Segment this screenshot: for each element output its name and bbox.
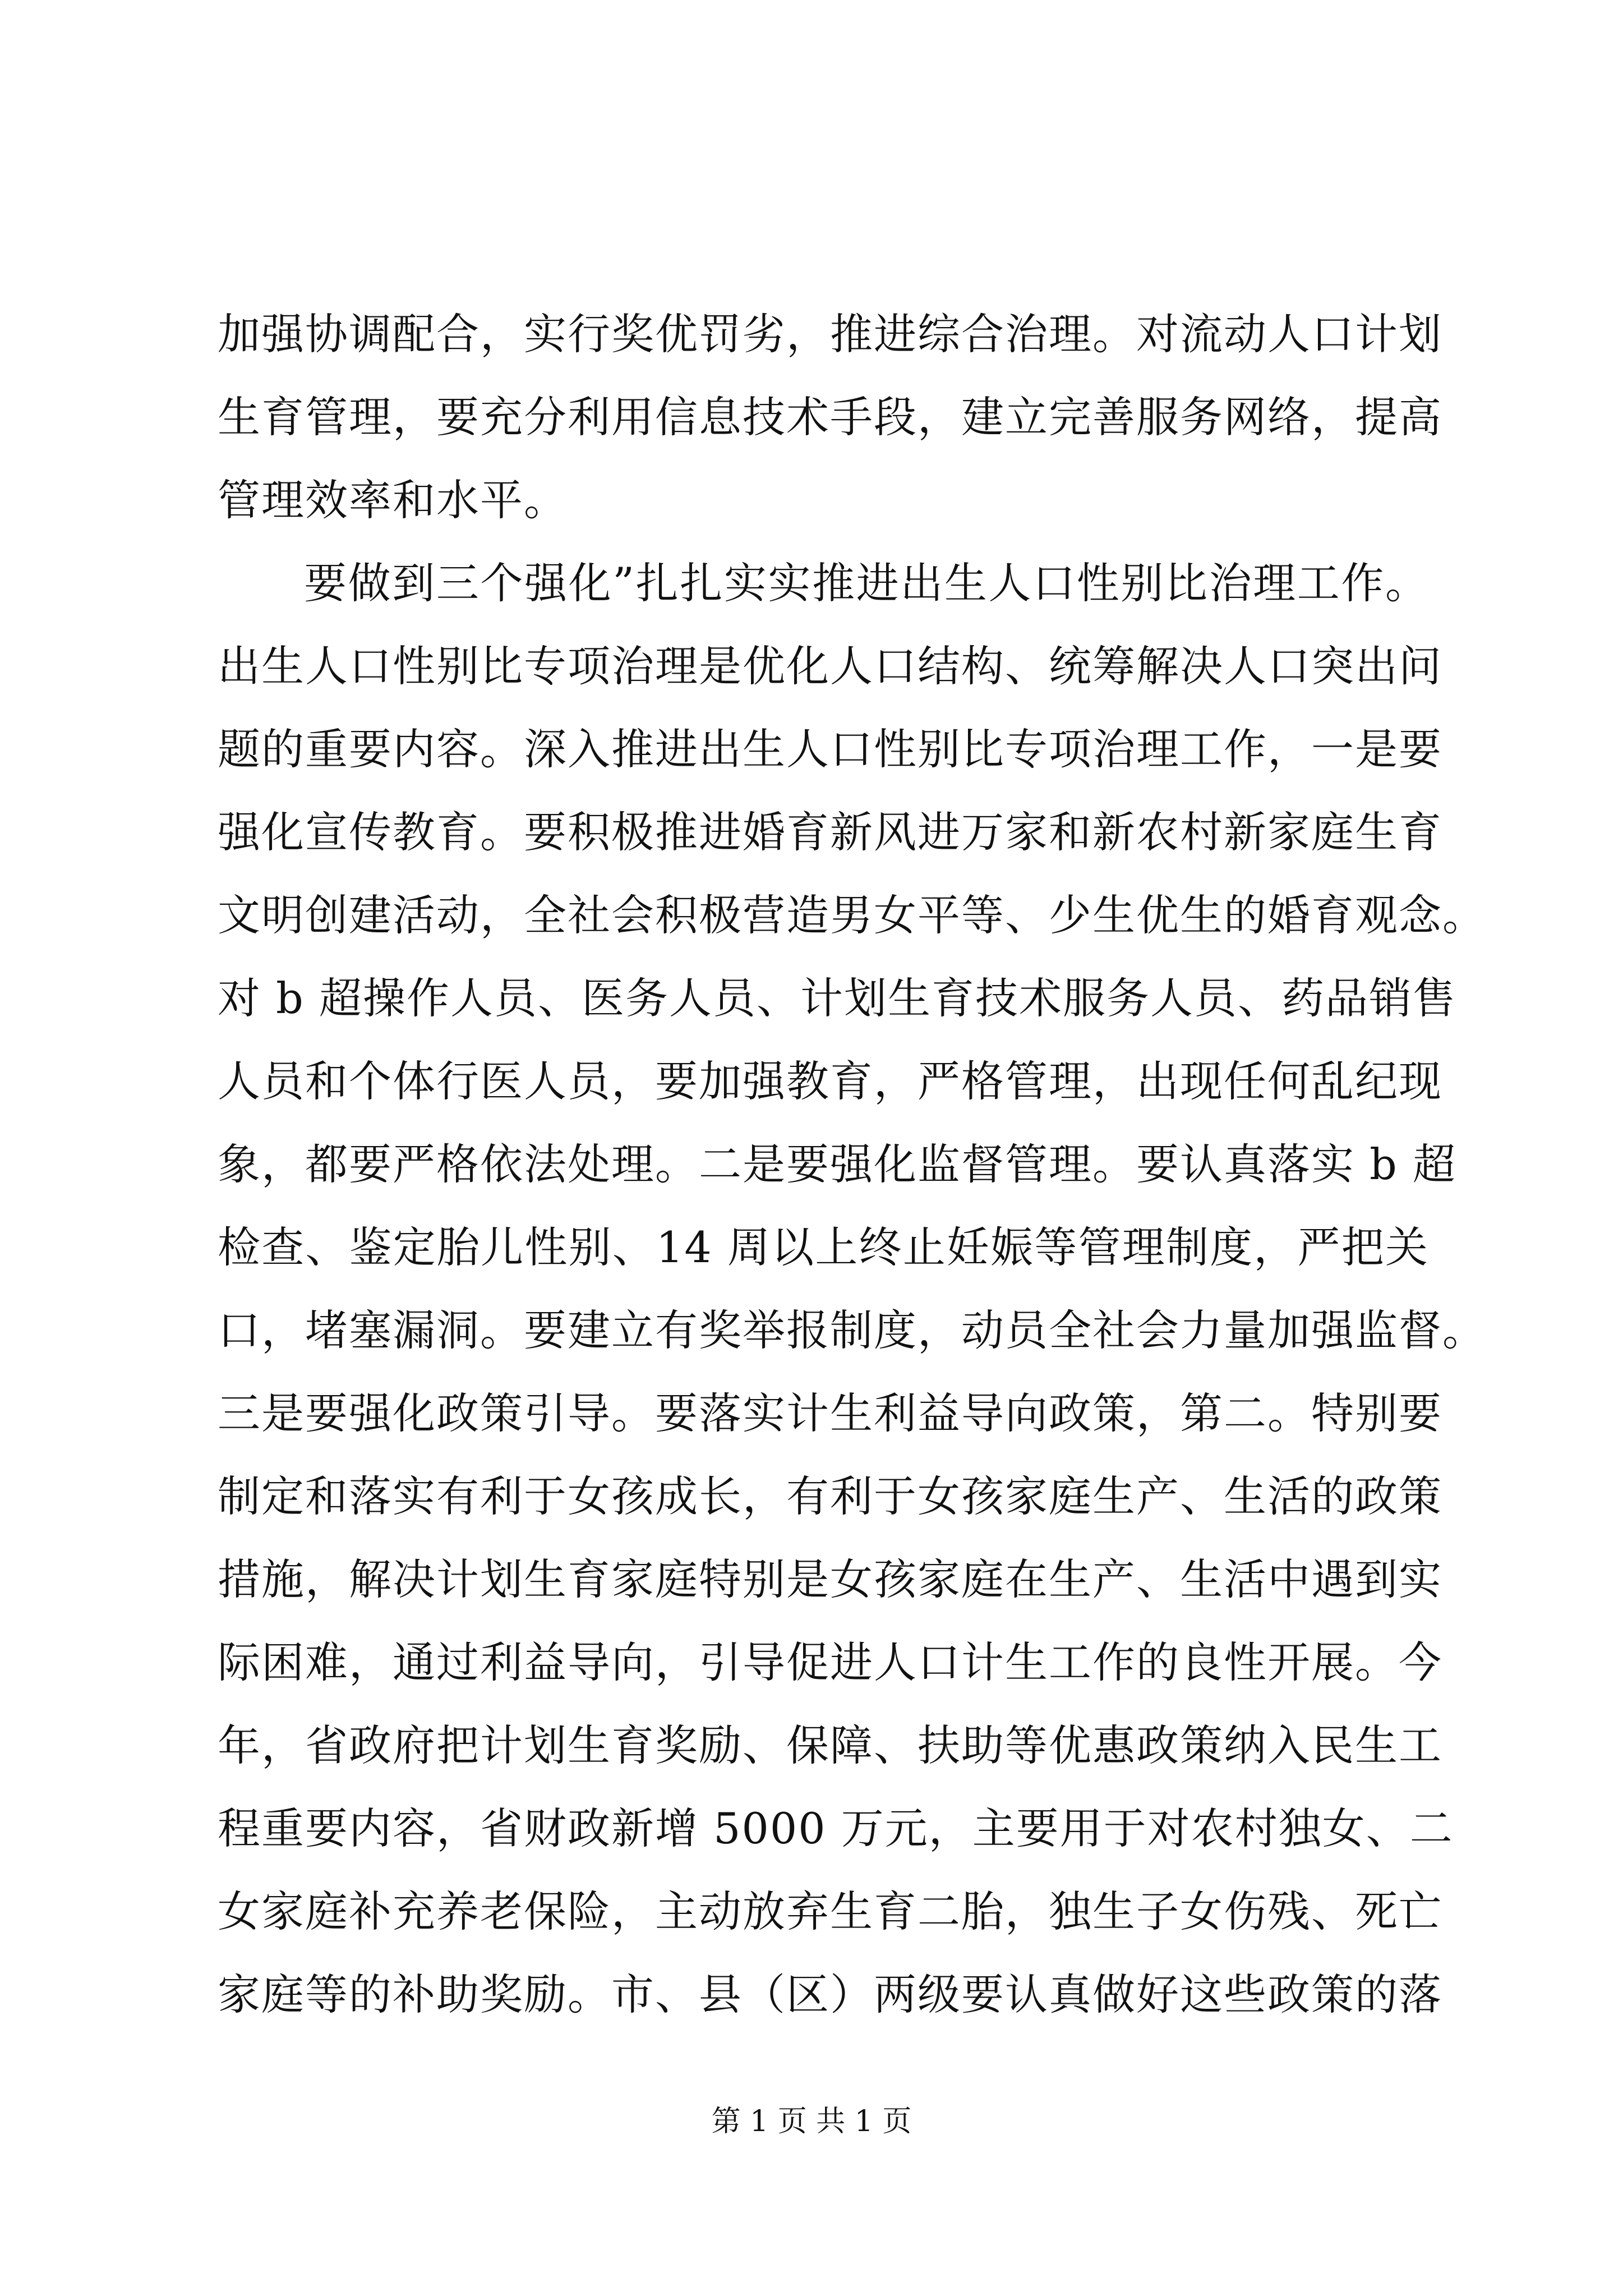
text-line: 加强协调配合，实行奖优罚劣，推进综合治理。对流动人口计划 [218, 309, 1442, 359]
text-line: 口，堵塞漏洞。要建立有奖举报制度，动员全社会力量加强监督。 [218, 1305, 1486, 1355]
paragraph-first-line: 要做到三个强化”扎扎实实推进出生人口性别比治理工作。 [304, 558, 1429, 608]
text-line: 制定和落实有利于女孩成长，有利于女孩家庭生产、生活的政策 [218, 1471, 1442, 1521]
text-line: 年，省政府把计划生育奖励、保障、扶助等优惠政策纳入民生工 [218, 1720, 1442, 1770]
text-line: 出生人口性别比专项治理是优化人口结构、统筹解决人口突出问 [218, 641, 1442, 691]
text-line: 管理效率和水平。 [218, 475, 568, 525]
text-line: 题的重要内容。深入推进出生人口性别比专项治理工作，一是要 [218, 724, 1442, 774]
text-line: 检查、鉴定胎儿性别、14 周以上终止妊娠等管理制度，严把关 [218, 1222, 1429, 1272]
text-line: 家庭等的补助奖励。市、县（区）两级要认真做好这些政策的落 [218, 1970, 1442, 2019]
text-line: 措施，解决计划生育家庭特别是女孩家庭在生产、生活中遇到实 [218, 1554, 1442, 1604]
text-line: 三是要强化政策引导。要落实计生利益导向政策，第二。特别要 [218, 1388, 1442, 1438]
text-line: 女家庭补充养老保险，主动放弃生育二胎，独生子女伤残、死亡 [218, 1887, 1442, 1936]
text-line: 强化宣传教育。要积极推进婚育新风进万家和新农村新家庭生育 [218, 807, 1442, 857]
text-line: 程重要内容，省财政新增 5000 万元，主要用于对农村独女、二 [218, 1803, 1454, 1853]
text-line: 对 b 超操作人员、医务人员、计划生育技术服务人员、药品销售 [218, 973, 1456, 1023]
text-line: 人员和个体行医人员，要加强教育，严格管理，出现任何乱纪现 [218, 1056, 1442, 1106]
page-footer: 第 1 页 共 1 页 [711, 2105, 912, 2138]
text-line: 文明创建活动，全社会积极营造男女平等、少生优生的婚育观念。 [218, 890, 1486, 940]
text-line: 际困难，通过利益导向，引导促进人口计生工作的良性开展。今 [218, 1637, 1442, 1687]
text-line: 象，都要严格依法处理。二是要强化监督管理。要认真落实 b 超 [218, 1139, 1456, 1189]
text-line: 生育管理，要充分利用信息技术手段，建立完善服务网络，提高 [218, 392, 1442, 442]
